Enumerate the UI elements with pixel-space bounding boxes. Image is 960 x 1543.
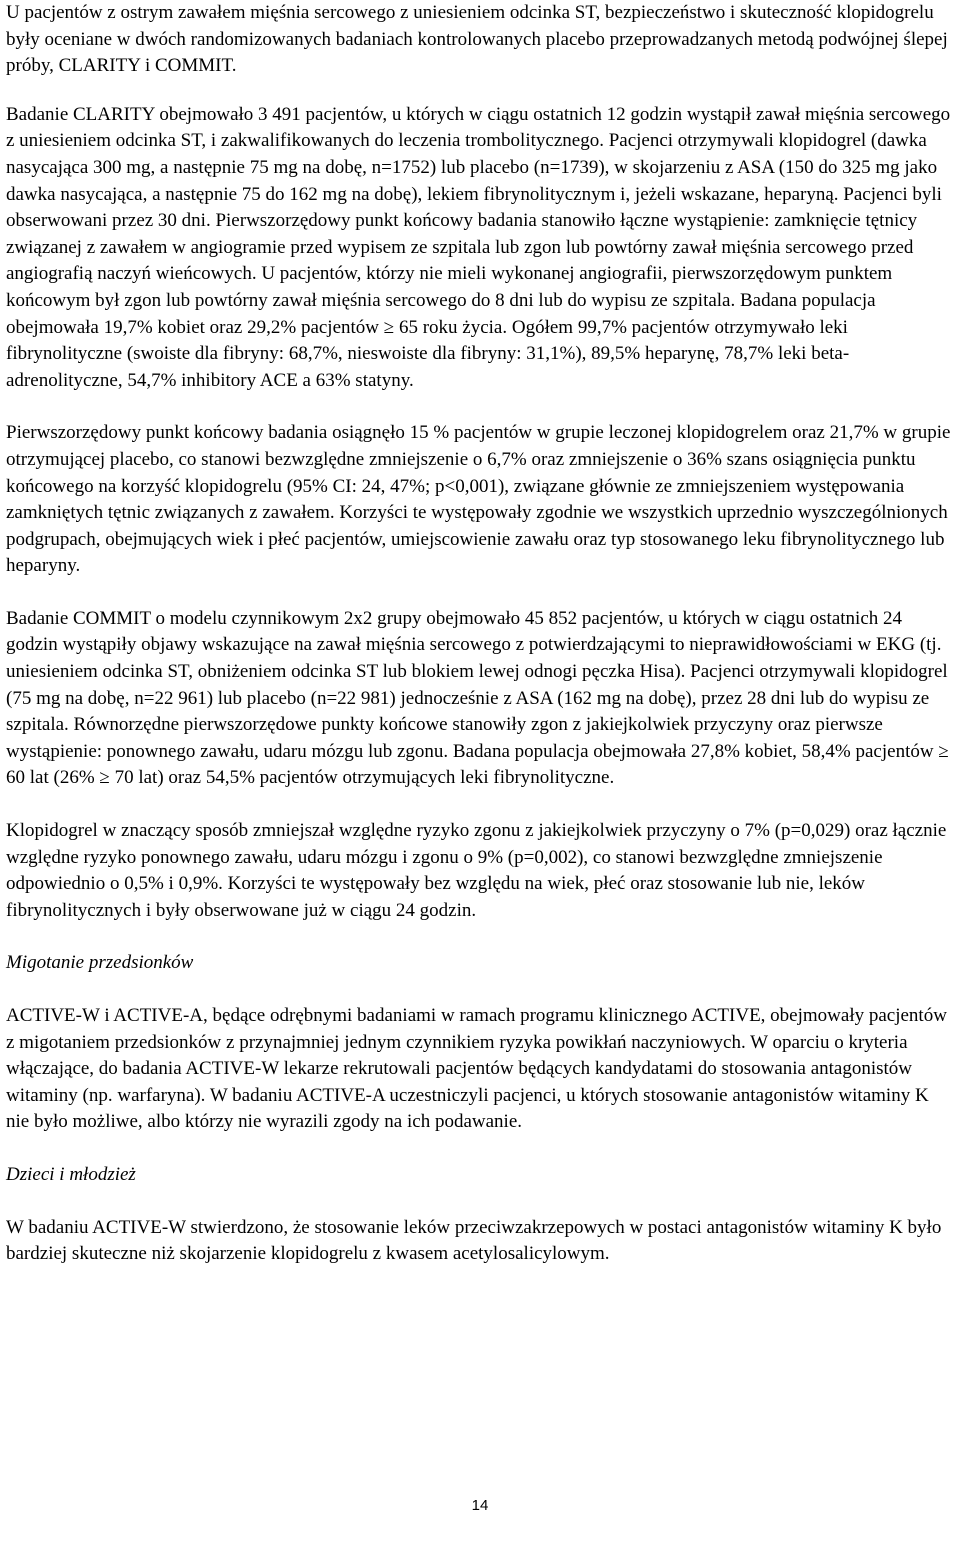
section-heading-atrial-fibrillation: Migotanie przedsionków — [6, 952, 194, 974]
paragraph-clarity-design: Badanie CLARITY obejmowało 3 491 pacjentów, u których w ciągu ostatnich 12 godzin wystąpił zawał mięśnia sercowego z uniesieniem odcinka ST, i zakwalifikowanych do leczenia trombolitycznego. Pacjenci otrzymywali klopidogrel (dawka nasycająca 300 mg, a następnie 75 mg na dobę, n=1752) lub placebo (n=1739), w skojarzeniu z ASA (150 do 325 mg jako dawka nasycająca, a następnie 75 do 162 mg na dobę), lekiem fibrynolitycznym i, jeżeli wskazane, heparyną. Pacjenci byli obserwowani przez 30 dni. Pierwszorzędowy punkt końcowy badania stanowiło łączne wystąpienie: zamknięcie tętnicy związanej z zawałem w angiogramie przed wypisem ze szpitala lub zgon lub powtórny zawał mięśnia sercowego przed angiografią naczyń wieńcowych. U pacjentów, którzy nie mieli wykonanej angiografii, pierwszorzędowym punktem końcowym był zgon lub powtórny zawał mięśnia sercowego do 8 dni lub do wypisu ze szpitala. Badana populacja obejmowała 19,7% kobiet oraz 29,2% pacjentów ≥ 65 roku życia. Ogółem 99,7% pacjentów otrzymywało leki fibrynolityczne (swoiste dla fibryny: 68,7%, nieswoiste dla fibryny: 31,1%), 89,5% heparynę, 78,7% leki beta-adrenolityczne, 54,7% inhibitory ACE a 63% statyny. — [6, 103, 951, 391]
paragraph-active-w-result: W badaniu ACTIVE-W stwierdzono, że stosowanie leków przeciwzakrzepowych w postaci antagonistów witaminy K było bardziej skuteczne niż skojarzenie klopidogrelu z kwasem acetylosalicylowym. — [6, 1216, 942, 1265]
paragraph-clarity-results: Pierwszorzędowy punkt końcowy badania osiągnęło 15 % pacjentów w grupie leczonej klopidogrelem oraz 21,7% w grupie otrzymującej placebo, co stanowi bezwzględne zmniejszenie o 6,7% oraz zmniejszenie o 36% szans osiągnięcia punktu końcowego na korzyść klopidogrelu (95% CI: 24, 47%; p<0,001), związane głównie ze zmniejszeniem występowania zamkniętych tętnic związanych z zawałem. Korzyści te występowały zgodnie we wszystkich uprzednio wyszczególnionych podgrupach, obejmujących wiek i płeć pacjentów, umiejscowienie zawału oraz typ stosowanego leku fibrynolitycznego lub heparyny. — [6, 422, 951, 577]
paragraph-commit-results: Klopidogrel w znaczący sposób zmniejszał względne ryzyko zgonu z jakiejkolwiek przyczyny o 7% (p=0,029) oraz łącznie względne ryzyko ponownego zawału, udaru mózgu i zgonu o 9% (p=0,002), co stanowi bezwzględne zmniejszenie odpowiednio o 0,5% i 0,9%. Korzyści te występowały bez względu na wiek, płeć oraz stosowanie lub nie, leków fibrynolitycznych i były obserwowane już w ciągu 24 godzin. — [6, 820, 947, 921]
page-number: 14 — [471, 1497, 489, 1514]
paragraph-commit-design: Badanie COMMIT o modelu czynnikowym 2x2 grupy obejmowało 45 852 pacjentów, u których w ciągu ostatnich 24 godzin wystąpiły objawy wskazujące na zawał mięśnia sercowego z potwierdzającymi to nieprawidłowościami w EKG (tj. uniesieniem odcinka ST, obniżeniem odcinka ST lub blokiem lewej odnogi pęczka Hisa). Pacjenci otrzymywali klopidogrel (75 mg na dobę, n=22 961) lub placebo (n=22 981) jednocześnie z ASA (162 mg na dobę), przez 28 dni lub do wypisu ze szpitala. Równorzędne pierwszorzędowe punkty końcowe stanowiły zgon z jakiejkolwiek przyczyny oraz pierwsze wystąpienie: ponownego zawału, udaru mózgu lub zgonu. Badana populacja obejmowała 27,8% kobiet, 58,4% pacjentów ≥ 60 lat (26% ≥ 70 lat) oraz 54,5% pacjentów otrzymujących leki fibrynolityczne. — [6, 607, 949, 789]
paragraph-active-trials: ACTIVE-W i ACTIVE-A, będące odrębnymi badaniami w ramach programu klinicznego ACTIVE, obejmowały pacjentów z migotaniem przedsionków z przynajmniej jednym czynnikiem ryzyka powikłań naczyniowych. W oparciu o kryteria włączające, do badania ACTIVE-W lekarze rekrutowali pacjentów będących kandydatami do stosowania antagonistów witaminy (np. warfaryna). W badaniu ACTIVE-A uczestniczyli pacjenci, u których stosowanie antagonistów witaminy K nie było możliwe, albo którzy nie wyrazili zgody na ich podawanie. — [6, 1005, 947, 1133]
document-page — [6, 0, 954, 1268]
paragraph-intro: U pacjentów z ostrym zawałem mięśnia sercowego z uniesieniem odcinka ST, bezpieczeństwo i skuteczność klopidogrelu były oceniane w dwóch randomizowanych badaniach kontrolowanych placebo przeprowadzanych metodą podwójnej ślepej próby, CLARITY i COMMIT. — [6, 2, 948, 77]
section-heading-children: Dzieci i młodzież — [6, 1163, 136, 1185]
